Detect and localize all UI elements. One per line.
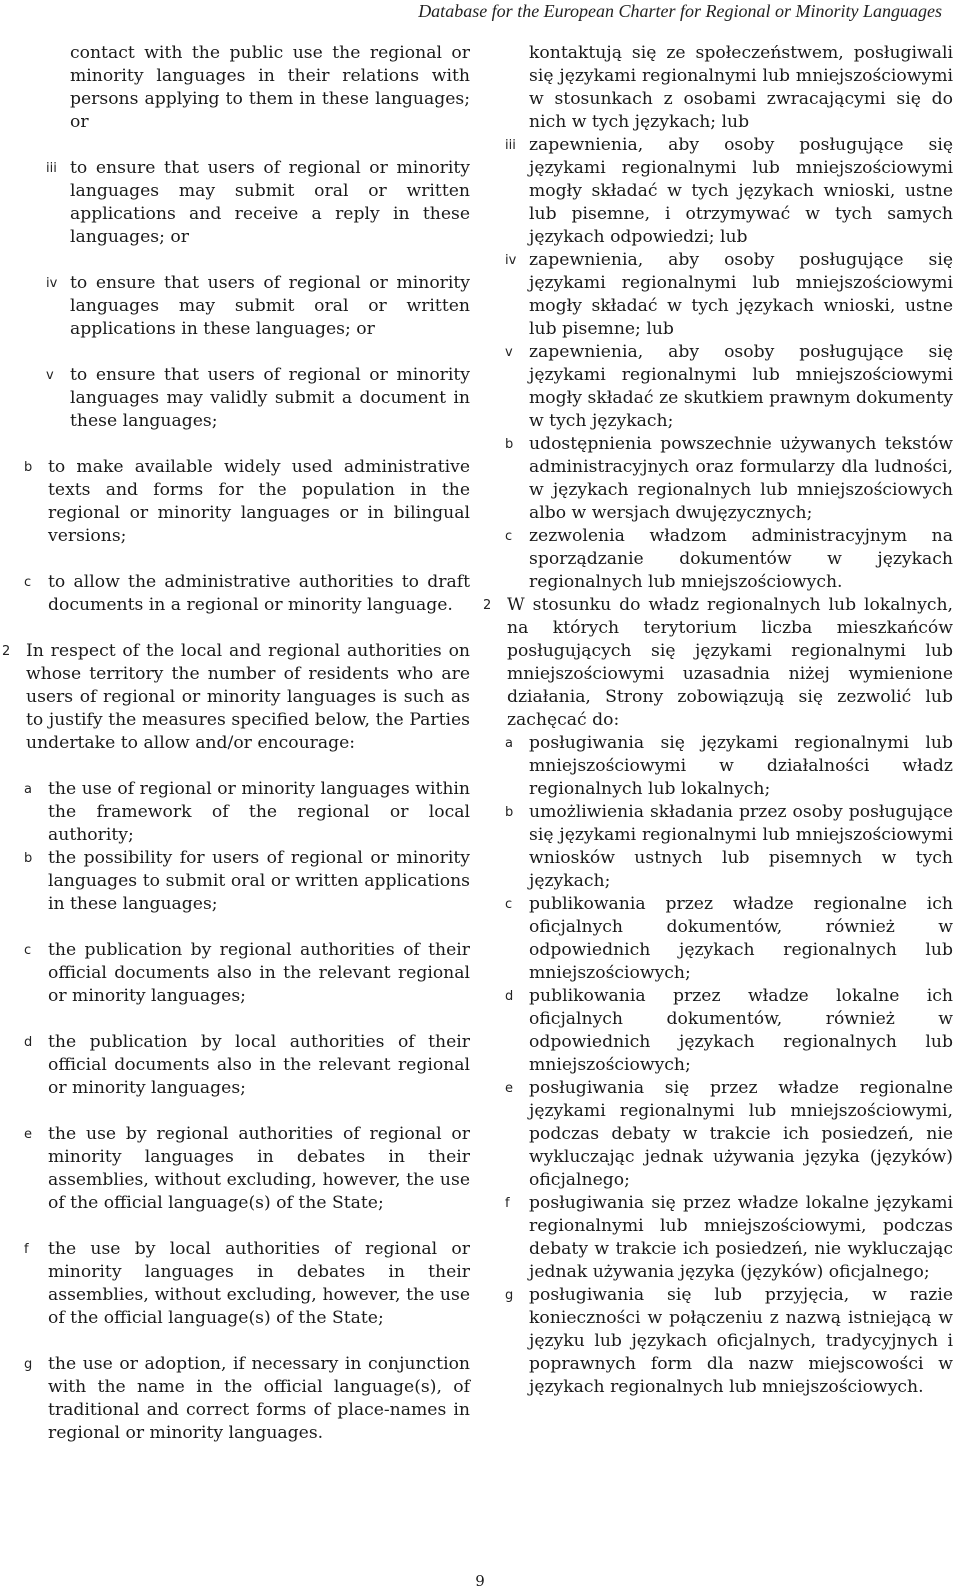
english-item-label: c [24,575,32,590]
english-item-label: b [24,460,33,475]
english-paragraph-text: to make available widely used administrative texts and forms for the population in the regional or minority languages or in bilingual versions; [48,457,470,546]
english-item-label: 2 [2,644,11,659]
page-header: Database for the European Charter for Regional or Minority Languages [418,1,942,21]
polish-paragraph-text: posługiwania się przez władze regionalne językami regionalnymi lub mniejszościowymi, podczas debaty w trakcie ich posiedzeń, nie wykluczając jednak używania języka (języków) oficjalnego; [529,1078,953,1190]
english-item-label: b [24,851,33,866]
english-paragraph [2,456,470,548]
polish-paragraph-text: posługiwania się językami regionalnymi lub mniejszościowymi w działalności władz regionalnych lub lokalnych; [529,733,953,799]
english-paragraph [2,1238,470,1330]
polish-paragraph [483,732,953,801]
polish-paragraph [483,985,953,1077]
english-paragraph-text: to ensure that users of regional or minority languages may submit oral or written applications and receive a reply in these languages; or [70,158,470,247]
polish-paragraph-text: publikowania przez władze regionalne ich oficjalnych dokumentów, również w odpowiednich językach regionalnych lub mniejszościowych; [529,894,953,983]
polish-item-label: g [505,1288,514,1303]
polish-item-label: v [505,345,513,360]
english-item-label: v [46,368,54,383]
polish-paragraph-text: kontaktują się ze społeczeństwem, posługiwali się językami regionalnymi lub mniejszościowymi w stosunkach z osobami zwracającymi się do nich w tych językach; lub [529,43,953,132]
english-item-label: a [24,782,32,797]
english-item-label: iv [46,276,58,291]
polish-paragraph [483,1077,953,1192]
english-paragraph [2,1123,470,1215]
polish-paragraph-text: umożliwienia składania przez osoby posługujące się językami regionalnymi lub mniejszościowymi wniosków ustnych lub pisemnych w tych językach; [529,802,953,891]
english-paragraph [2,42,470,134]
polish-paragraph [483,893,953,985]
polish-paragraph [483,801,953,893]
english-item-label: d [24,1035,33,1050]
english-paragraph [2,847,470,916]
polish-paragraph-text: posługiwania się lub przyjęcia, w razie konieczności w połączeniu z nazwą istniejącą w języku lub językach oficjalnych, tradycyjnych i poprawnych form dla nazw miejscowości w językach regionalnych lub mniejszościowych. [529,1285,953,1397]
english-paragraph [2,157,470,249]
english-paragraph [2,640,470,755]
english-paragraph-text: In respect of the local and regional authorities on whose territory the number of residents who are users of regional or minority languages is such as to justify the measures specified below, the Parties undertake to allow and/or encourage: [26,641,470,753]
polish-paragraph [483,1284,953,1399]
polish-paragraph-text: publikowania przez władze lokalne ich oficjalnych dokumentów, również w odpowiednich językach regionalnych lub mniejszościowych; [529,986,953,1075]
polish-item-label: c [505,529,513,544]
polish-paragraph-text: zapewnienia, aby osoby posługujące się językami regionalnymi lub mniejszościowymi mogły składać ze skutkiem prawnym dokumenty w tych językach; [529,342,953,431]
polish-paragraph [483,525,953,594]
english-paragraph-text: the publication by regional authorities of their official documents also in the relevant regional or minority languages; [48,940,470,1006]
english-paragraph-text: the use by local authorities of regional or minority languages in debates in their assemblies, without excluding, however, the use of the official language(s) of the State; [48,1239,470,1328]
english-item-label: g [24,1357,33,1372]
page-number: 9 [475,1572,485,1590]
english-paragraph [2,939,470,1008]
english-item-label: c [24,943,32,958]
english-paragraph-text: the use or adoption, if necessary in conjunction with the name in the official language(s), of traditional and correct forms of place-names in regional or minority languages. [48,1354,470,1443]
polish-paragraph-text: zapewnienia, aby osoby posługujące się językami regionalnymi lub mniejszościowymi mogły składać w tych językach wnioski, ustne lub pisemne, i otrzymywać w tych samych językach odpowiedzi; lub [529,135,953,247]
polish-item-label: f [505,1196,510,1211]
english-paragraph-text: to ensure that users of regional or minority languages may submit oral or written applications in these languages; or [70,273,470,339]
polish-paragraph-text: W stosunku do władz regionalnych lub lokalnych, na których terytorium liczba mieszkańców posługujących się językami regionalnymi lub mniejszościowymi uzasadnia niżej wymienione działania, Strony zobowiązują się zezwolić lub zachęcać do: [507,595,953,730]
polish-item-label: e [505,1081,513,1096]
english-paragraph-text: the use of regional or minority languages within the framework of the regional or local authority; [48,779,470,845]
polish-item-label: 2 [483,598,492,613]
english-paragraph-text: to ensure that users of regional or minority languages may validly submit a document in these languages; [70,365,470,431]
polish-item-label: b [505,805,514,820]
polish-item-label: iii [505,138,516,153]
english-paragraph-text: contact with the public use the regional or minority languages in their relations with persons applying to them in these languages; or [70,43,470,132]
polish-item-label: b [505,437,514,452]
english-paragraph-text: to allow the administrative authorities to draft documents in a regional or minority language. [48,572,470,615]
polish-paragraph [483,433,953,525]
polish-paragraph [483,42,953,134]
english-column [2,42,470,1445]
english-item-label: iii [46,161,57,176]
english-paragraph-text: the possibility for users of regional or minority languages to submit oral or written applications in these languages; [48,848,470,914]
english-paragraph-text: the use by regional authorities of regional or minority languages in debates in their assemblies, without excluding, however, the use of the official language(s) of the State; [48,1124,470,1213]
polish-paragraph [483,1192,953,1284]
english-paragraph [2,1031,470,1100]
polish-paragraph [483,341,953,433]
english-paragraph-text: the publication by local authorities of their official documents also in the relevant regional or minority languages; [48,1032,470,1098]
polish-column [483,42,953,1399]
english-paragraph [2,364,470,433]
polish-item-label: a [505,736,513,751]
polish-paragraph [483,134,953,249]
polish-paragraph [483,249,953,341]
english-paragraph [2,778,470,847]
english-item-label: e [24,1127,32,1142]
polish-paragraph-text: udostępnienia powszechnie używanych tekstów administracyjnych oraz formularzy dla ludności, w językach regionalnych lub mniejszościowych albo w wersjach dwujęzycznych; [529,434,953,523]
english-item-label: f [24,1242,29,1257]
polish-paragraph-text: zezwolenia władzom administracyjnym na sporządzanie dokumentów w językach regionalnych lub mniejszościowych. [529,526,953,592]
polish-item-label: d [505,989,514,1004]
english-paragraph [2,272,470,341]
polish-paragraph-text: zapewnienia, aby osoby posługujące się językami regionalnymi lub mniejszościowymi mogły składać w tych językach wnioski, ustne lub pisemne; lub [529,250,953,339]
polish-paragraph [483,594,953,732]
english-paragraph [2,1353,470,1445]
polish-paragraph-text: posługiwania się przez władze lokalne językami regionalnymi lub mniejszościowymi, podczas debaty w trakcie ich posiedzeń, nie wykluczając jednak używania języka (języków) oficjalnego; [529,1193,953,1282]
polish-item-label: c [505,897,513,912]
english-paragraph [2,571,470,617]
polish-item-label: iv [505,253,517,268]
